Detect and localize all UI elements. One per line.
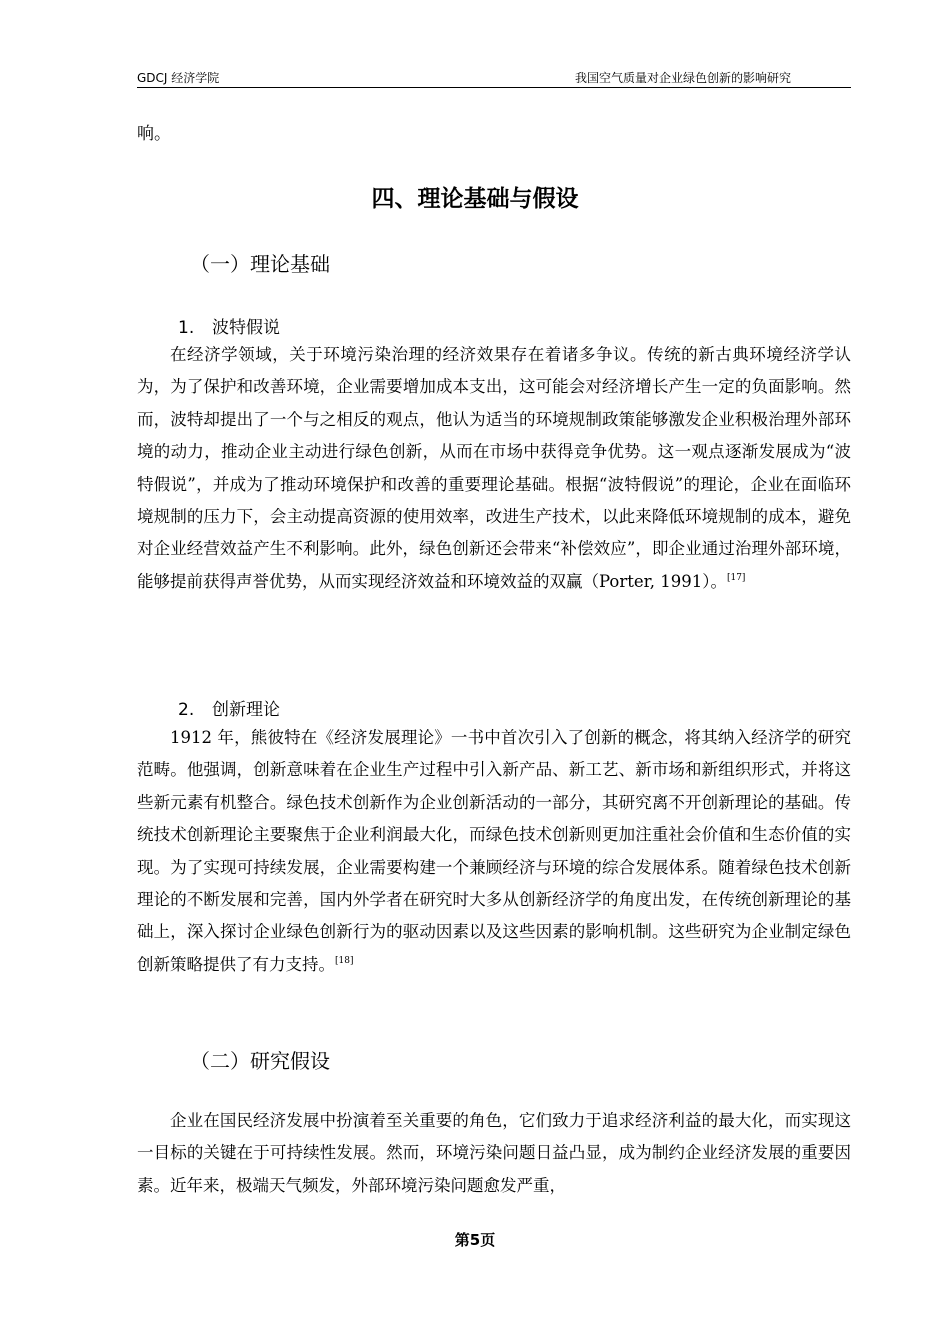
subsection-title: 波特假说 [212,318,280,338]
header-thesis-title: 我国空气质量对企业绿色创新的影响研究 [574,71,791,85]
section-heading-hypotheses: （二）研究假设 [190,1049,330,1073]
paragraph-innovation-theory [137,722,851,981]
subsection-heading-porter [178,313,280,338]
section-heading-theory: （一）理论基础 [190,252,330,276]
running-header [137,67,851,88]
page-number: 第5页 [454,1231,496,1249]
paragraph-porter-hypothesis [137,339,851,598]
paragraph-text: 1912 年，熊彼特在《经济发展理论》一书中首次引入了创新的概念，将其纳入经济学的研究范畴。他强调，创新意味着在企业生产过程中引入新产品、新工艺、新市场和新组织形式，并将这些新元素有机整合。绿色技术创新作为企业创新活动的一部分，其研究离不开创新理论的基础。传统技术创新理论主要聚焦于企业利润最大化，而绿色技术创新则更加注重社会价值和生态价值的实现。为了实现可持续发展，企业需要构建一个兼顾经济与环境的综合发展体系。随着绿色技术创新理论的不断发展和完善，国内外学者在研究时大多从创新经济学的角度出发，在传统创新理论的基础上，深入探讨企业绿色创新行为的驱动因素以及这些因素的影响机制。这些研究为企业制定绿色创新策略提供了有力支持。 [137,728,851,974]
subsection-number: 2. [178,700,195,720]
citation-ref: [18] [335,955,354,966]
continued-text-fragment: 响。 [137,124,171,144]
paragraph-hypotheses [137,1105,851,1202]
subsection-heading-innovation [178,695,280,720]
paragraph-text: 在经济学领域，关于环境污染治理的经济效果存在着诸多争议。传统的新古典环境经济学认为，为了保护和改善环境，企业需要增加成本支出，这可能会对经济增长产生一定的负面影响。然而，波特却提出了一个与之相反的观点，他认为适当的环境规制政策能够激发企业积极治理外部环境的动力，推动企业主动进行绿色创新，从而在市场中获得竞争优势。这一观点逐渐发展成为“波特假说”，并成为了推动环境保护和改善的重要理论基础。根据“波特假说”的理论，企业在面临环境规制的压力下，会主动提高资源的使用效率，改进生产技术，以此来降低环境规制的成本，避免对企业经营效益产生不利影响。此外，绿色创新还会带来“补偿效应”，即企业通过治理外部环境，能够提前获得声誉优势，从而实现经济效益和环境效益的双赢（Porter, 1991）。 [137,345,851,591]
paragraph-text: 企业在国民经济发展中扮演着至关重要的角色，它们致力于追求经济利益的最大化，而实现这一目标的关键在于可持续性发展。然而，环境污染问题日益凸显，成为制约企业经济发展的重要因素。近年来，极端天气频发，外部环境污染问题愈发严重， [137,1111,851,1195]
chapter-title: 四、理论基础与假设 [371,186,579,212]
header-institution: GDCJ 经济学院 [137,71,220,85]
subsection-number: 1. [178,318,195,338]
subsection-title: 创新理论 [212,700,280,720]
citation-ref: [17] [726,572,746,583]
